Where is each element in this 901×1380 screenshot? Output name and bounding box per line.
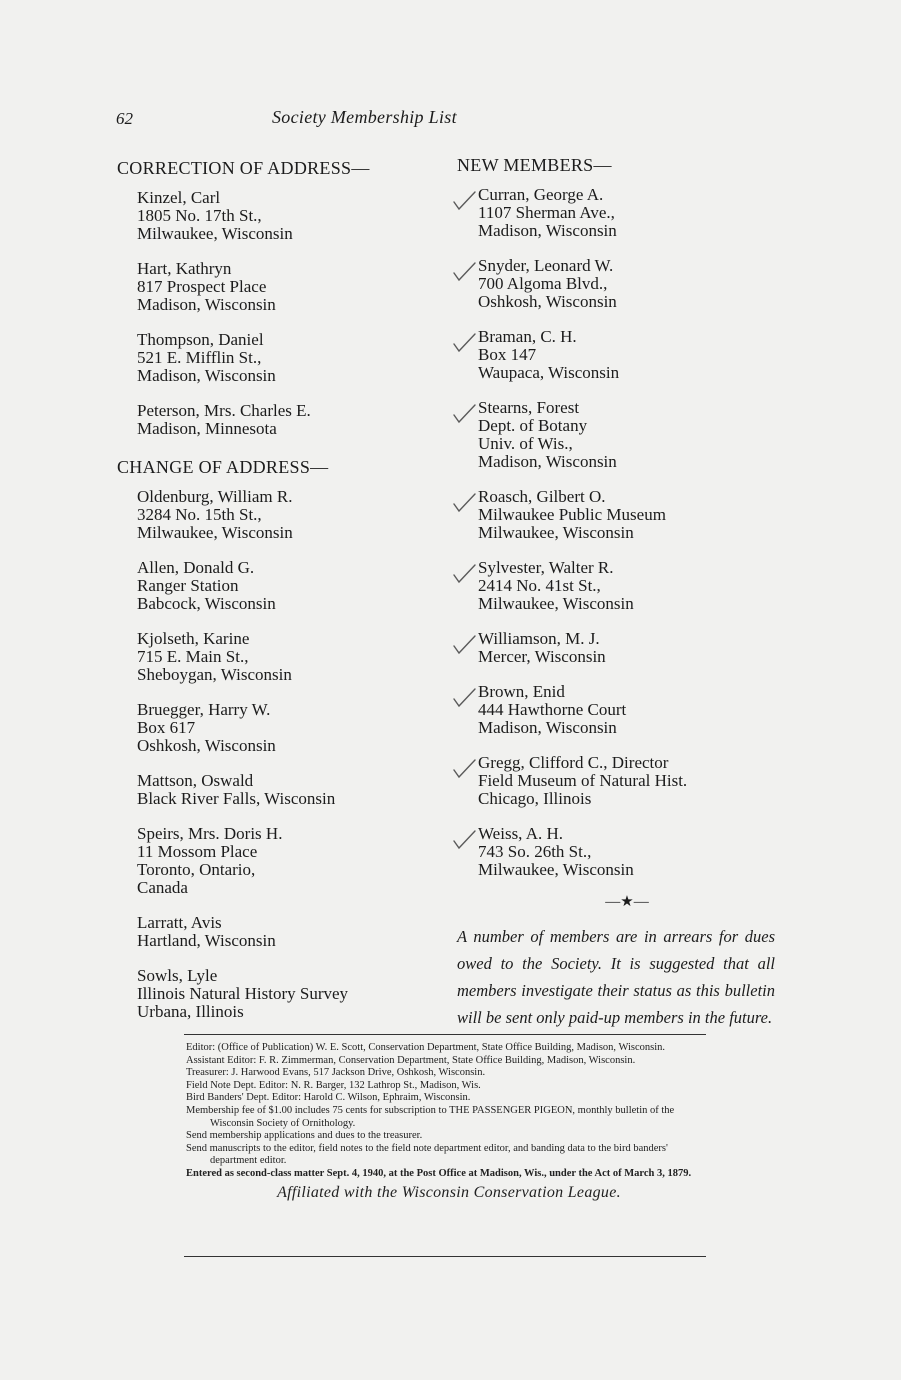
member-entry [117, 825, 437, 897]
address-line: Urbana, Illinois [137, 1002, 244, 1021]
checkmark-icon [451, 403, 477, 425]
member-entry [457, 399, 787, 471]
address-line: 715 E. Main St., [137, 647, 249, 666]
member-entry [457, 825, 787, 879]
footer-lines [186, 1042, 712, 1168]
member-name: Brown, Enid [478, 682, 565, 701]
address-line: Madison, Wisconsin [478, 452, 617, 471]
address-line: 2414 No. 41st St., [478, 576, 601, 595]
member-entry [117, 402, 437, 438]
member-name: Speirs, Mrs. Doris H. [137, 824, 283, 843]
address-line: Chicago, Illinois [478, 789, 592, 808]
member-name: Sylvester, Walter R. [478, 558, 614, 577]
address-line: Madison, Minnesota [137, 419, 277, 438]
member-name: Oldenburg, William R. [137, 487, 293, 506]
member-entry [457, 754, 787, 808]
address-line: 743 So. 26th St., [478, 842, 592, 861]
address-line: 444 Hawthorne Court [478, 700, 627, 719]
address-line: Milwaukee, Wisconsin [137, 523, 293, 542]
address-line: Box 147 [478, 345, 537, 364]
member-name: Stearns, Forest [478, 398, 580, 417]
new-members-list [457, 186, 787, 879]
address-line: Madison, Wisconsin [137, 366, 276, 385]
checkmark-icon [451, 563, 477, 585]
address-line: Milwaukee Public Museum [478, 505, 666, 524]
address-line: Milwaukee, Wisconsin [137, 224, 293, 243]
star-divider: —★— [605, 894, 649, 910]
member-name: Kinzel, Carl [137, 188, 221, 207]
checkmark-icon [451, 190, 477, 212]
address-line: Milwaukee, Wisconsin [478, 594, 634, 613]
member-name: Hart, Kathryn [137, 259, 232, 278]
address-line: Black River Falls, Wisconsin [137, 789, 336, 808]
checkmark-icon [451, 492, 477, 514]
address-line: Dept. of Botany [478, 416, 588, 435]
address-line: Milwaukee, Wisconsin [478, 860, 634, 879]
address-line: 1805 No. 17th St., [137, 206, 262, 225]
footer-line: Assistant Editor: F. R. Zimmerman, Conservation Department, State Office Building, Madison, Wisconsin. [186, 1054, 636, 1066]
member-name: Kjolseth, Karine [137, 629, 250, 648]
member-name: Weiss, A. H. [478, 824, 564, 843]
member-name: Bruegger, Harry W. [137, 700, 271, 719]
checkmark-icon [451, 332, 477, 354]
member-entry [117, 701, 437, 755]
member-name: Curran, George A. [478, 185, 604, 204]
address-line: Oshkosh, Wisconsin [137, 736, 276, 755]
footer-rule-top [184, 1034, 706, 1035]
member-name: Thompson, Daniel [137, 330, 264, 349]
footer-line: Send manuscripts to the editor, field notes to the field note department editor, and banding data to the bird banders' department editor. [186, 1142, 668, 1167]
checkmark-icon [451, 634, 477, 656]
member-entry [457, 186, 787, 240]
address-line: Babcock, Wisconsin [137, 594, 276, 613]
footer-line: Membership fee of $1.00 includes 75 cents for subscription to THE PASSENGER PIGEON, monthly bulletin of the Wisconsin Society of Ornithology. [186, 1104, 675, 1129]
change-heading: CHANGE OF ADDRESS— [117, 457, 329, 477]
member-entry [117, 914, 437, 950]
address-line: Madison, Wisconsin [478, 221, 617, 240]
new-members-heading: NEW MEMBERS— [457, 155, 612, 175]
address-line: Ranger Station [137, 576, 239, 595]
checkmark-icon [451, 687, 477, 709]
address-line: Field Museum of Natural Hist. [478, 771, 688, 790]
address-line: Toronto, Ontario, [137, 860, 256, 879]
change-list [117, 488, 437, 1021]
footer-line: Editor: (Office of Publication) W. E. Scott, Conservation Department, State Office Building, Madison, Wisconsin. [186, 1042, 666, 1053]
member-entry [457, 630, 787, 666]
address-line: Waupaca, Wisconsin [478, 363, 620, 382]
affiliation: Affiliated with the Wisconsin Conservation League. [277, 1183, 621, 1201]
address-line: 11 Mossom Place [137, 842, 258, 861]
member-name: Sowls, Lyle [137, 966, 218, 985]
member-name: Williamson, M. J. [478, 629, 600, 648]
footer-line: Send membership applications and dues to the treasurer. [186, 1130, 423, 1142]
right-column [457, 154, 787, 1031]
member-name: Larratt, Avis [137, 913, 222, 932]
address-line: Milwaukee, Wisconsin [478, 523, 634, 542]
arrears-notice: A number of members are in arrears for dues owed to the Society. It is suggested that all members investigate their status as this bulletin will be sent only paid-up members in the future. [457, 927, 775, 1027]
address-line: Illinois Natural History Survey [137, 984, 349, 1003]
member-entry [117, 488, 437, 542]
left-column [117, 157, 437, 1038]
member-entry [117, 772, 437, 808]
member-entry [457, 257, 787, 311]
member-entry [457, 328, 787, 382]
member-entry [117, 967, 437, 1021]
entered-notice: Entered as second-class matter Sept. 4, 1940, at the Post Office at Madison, Wis., under the Act of March 3, 1879. [186, 1167, 692, 1179]
member-name: Braman, C. H. [478, 327, 577, 346]
address-line: Univ. of Wis., [478, 434, 573, 453]
address-line: 700 Algoma Blvd., [478, 274, 608, 293]
checkmark-icon [451, 758, 477, 780]
footer-line: Field Note Dept. Editor: N. R. Barger, 132 Lathrop St., Madison, Wis. [186, 1079, 481, 1091]
footer-rule-bottom [184, 1256, 706, 1257]
address-line: Box 617 [137, 718, 196, 737]
address-line: Hartland, Wisconsin [137, 931, 276, 950]
member-entry [117, 630, 437, 684]
address-line: Sheboygan, Wisconsin [137, 665, 292, 684]
member-name: Gregg, Clifford C., Director [478, 753, 669, 772]
member-entry [117, 189, 437, 243]
correction-list [117, 189, 437, 438]
address-line: Mercer, Wisconsin [478, 647, 606, 666]
member-name: Snyder, Leonard W. [478, 256, 614, 275]
address-line: 817 Prospect Place [137, 277, 267, 296]
address-line: Madison, Wisconsin [137, 295, 276, 314]
member-entry [117, 260, 437, 314]
member-entry [117, 331, 437, 385]
address-line: 521 E. Mifflin St., [137, 348, 262, 367]
address-line: Madison, Wisconsin [478, 718, 617, 737]
checkmark-icon [451, 829, 477, 851]
member-name: Peterson, Mrs. Charles E. [137, 401, 311, 420]
masthead-footer [186, 1042, 712, 1199]
address-line: Oshkosh, Wisconsin [478, 292, 617, 311]
member-name: Mattson, Oswald [137, 771, 254, 790]
running-title: Society Membership List [272, 107, 457, 127]
member-entry [457, 683, 787, 737]
correction-heading: CORRECTION OF ADDRESS— [117, 158, 370, 178]
footer-line: Bird Banders' Dept. Editor: Harold C. Wilson, Ephraim, Wisconsin. [186, 1092, 471, 1104]
member-name: Allen, Donald G. [137, 558, 255, 577]
footer-line: Treasurer: J. Harwood Evans, 517 Jackson Drive, Oshkosh, Wisconsin. [186, 1067, 486, 1079]
address-line: Canada [137, 878, 188, 897]
member-entry [457, 559, 787, 613]
member-name: Roasch, Gilbert O. [478, 487, 606, 506]
page-number: 62 [116, 109, 133, 128]
checkmark-icon [451, 261, 477, 283]
address-line: 1107 Sherman Ave., [478, 203, 615, 222]
member-entry [457, 488, 787, 542]
address-line: 3284 No. 15th St., [137, 505, 262, 524]
member-entry [117, 559, 437, 613]
